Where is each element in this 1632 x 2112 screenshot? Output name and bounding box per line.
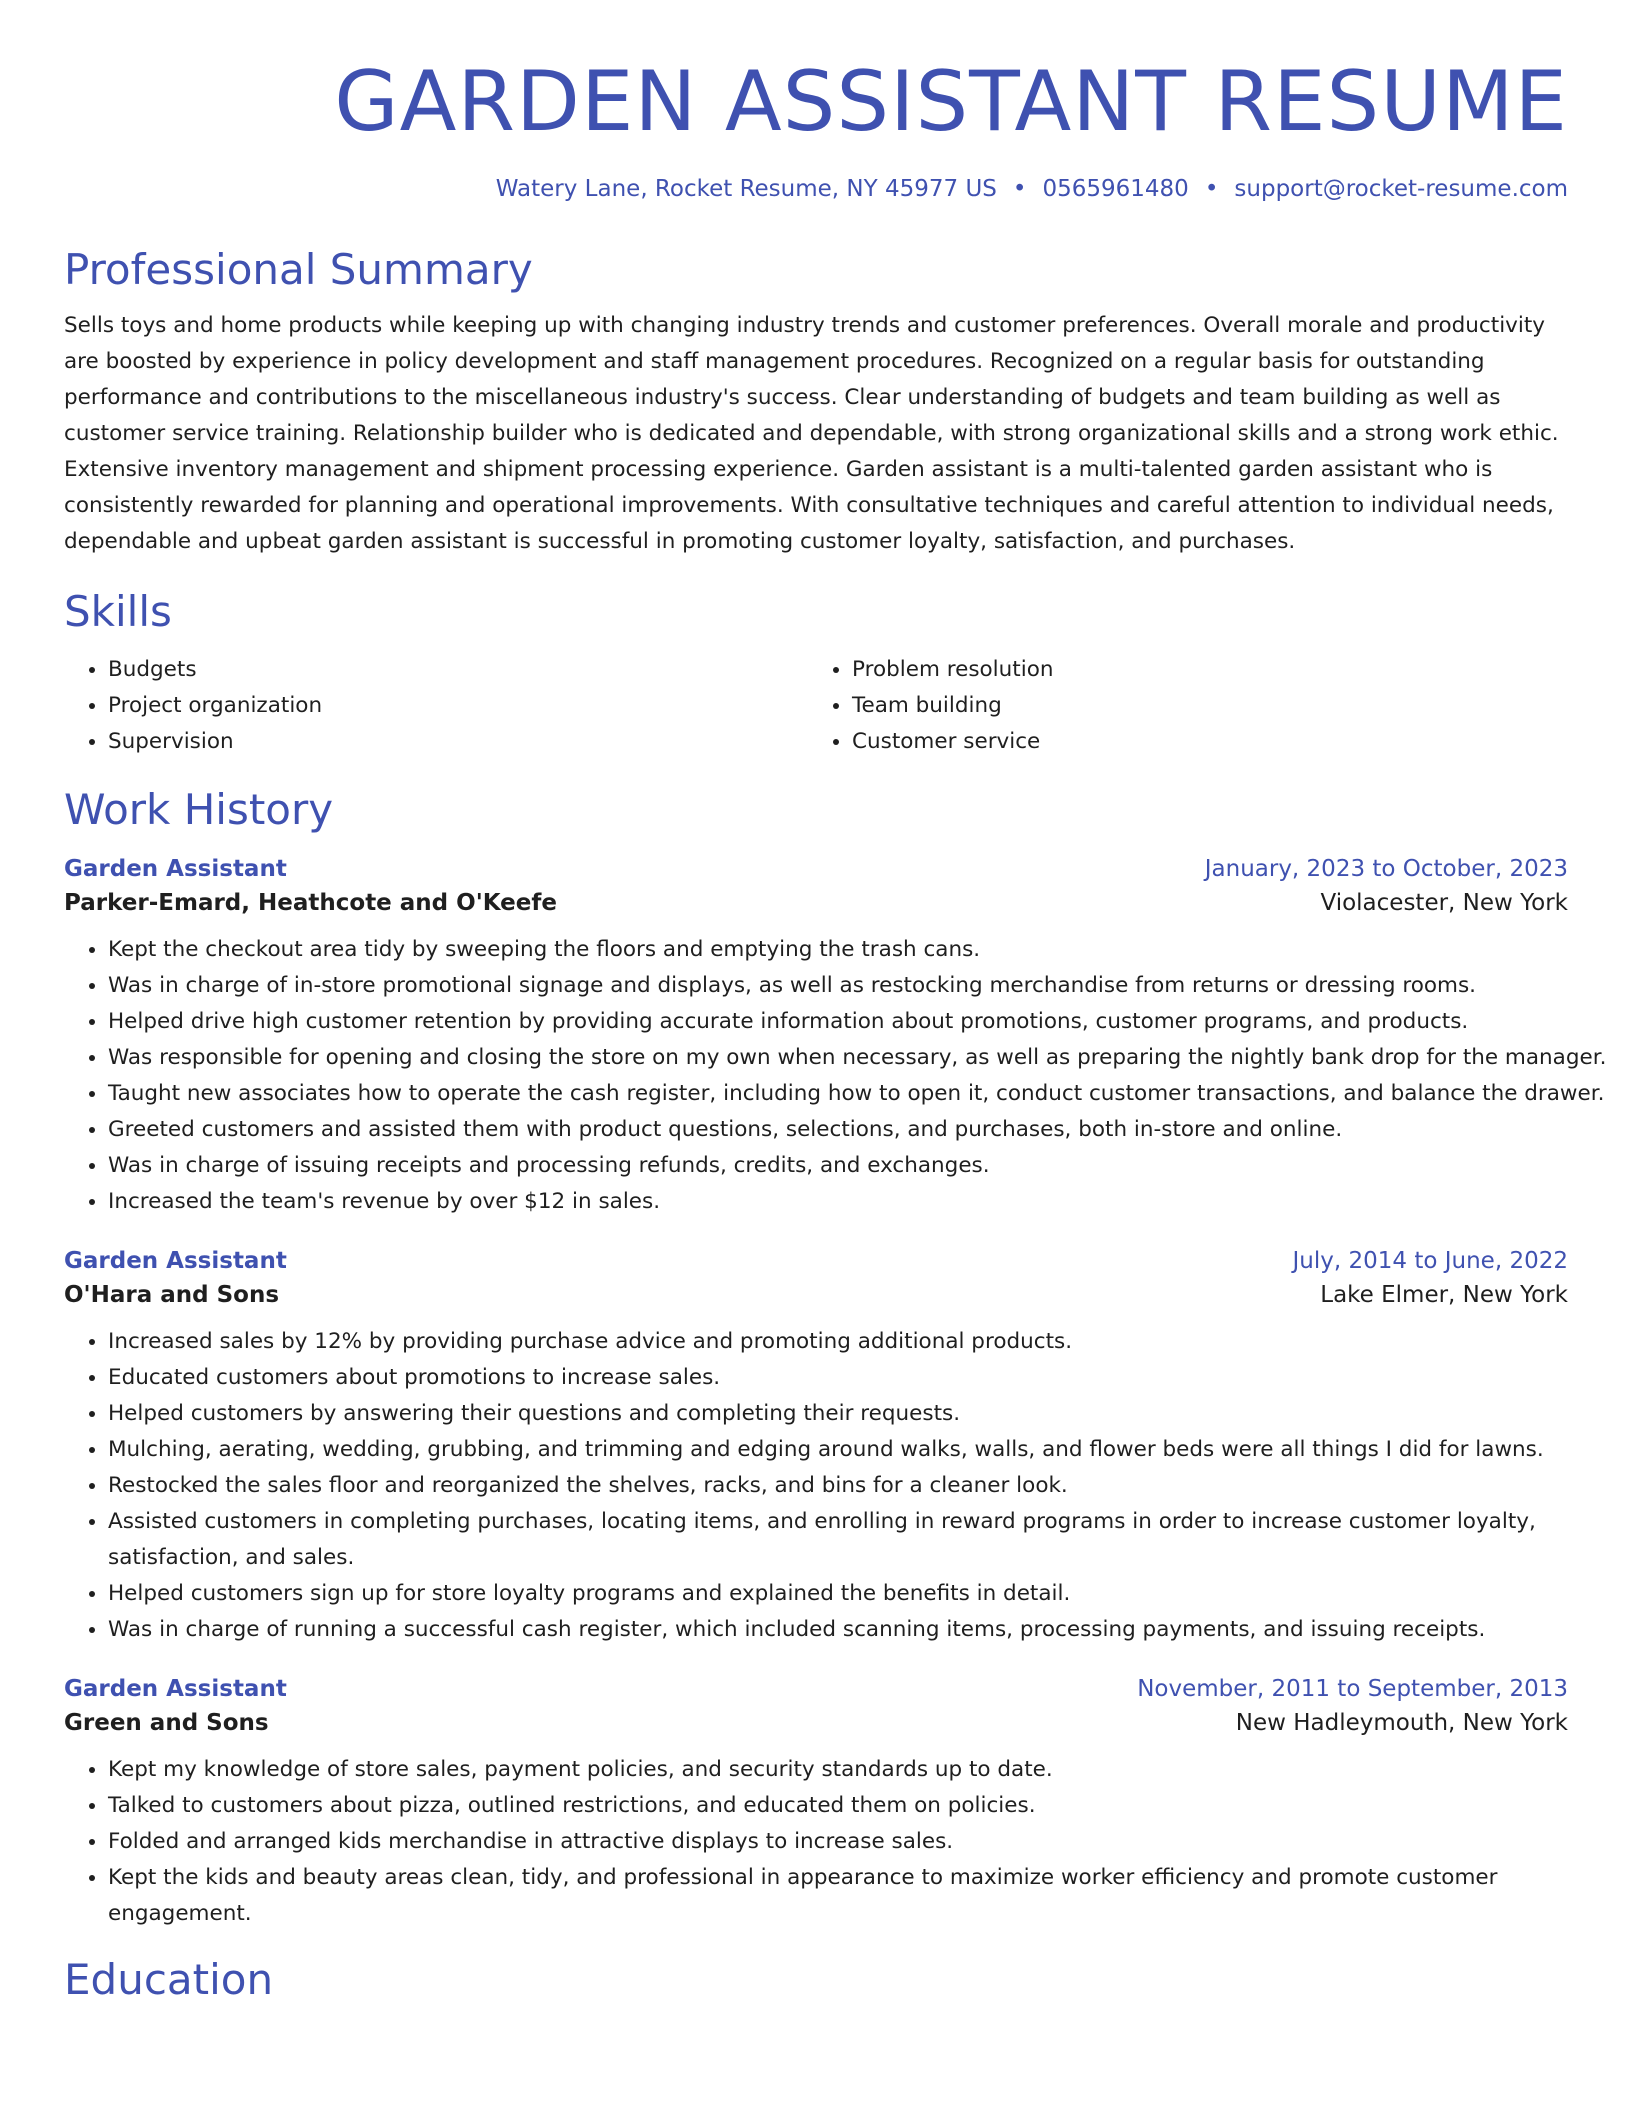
- job-bullet: • Kept the kids and beauty areas clean, tidy, and professional in appearance to maximize worker efficiency and promote customer engagement.: [108, 1860, 1628, 1932]
- job-bullet: • Kept my knowledge of store sales, payment policies, and security standards up to date.: [108, 1752, 1628, 1788]
- job-header: [64, 1676, 1568, 1702]
- job-title: Garden Assistant: [64, 856, 287, 882]
- resume-title: GARDEN ASSISTANT RESUME: [334, 53, 1568, 150]
- job-title: Garden Assistant: [64, 1676, 287, 1702]
- skill-item: • Project organization: [108, 688, 808, 724]
- job-bullet: • Kept the checkout area tidy by sweeping the floors and emptying the trash cans.: [108, 932, 1628, 968]
- skill-item: • Customer service: [852, 724, 1552, 760]
- job-title: Garden Assistant: [64, 1248, 287, 1274]
- summary-heading: Professional Summary: [64, 245, 533, 294]
- job-company: O'Hara and Sons: [64, 1282, 280, 1308]
- job-bullet: • Talked to customers about pizza, outlined restrictions, and educated them on policies.: [108, 1788, 1628, 1824]
- job-bullet: • Mulching, aerating, wedding, grubbing, and trimming and edging around walks, walls, and flower beds were all things I did for lawns.: [108, 1432, 1628, 1468]
- job-header: [64, 856, 1568, 882]
- skills-heading: Skills: [64, 587, 172, 636]
- skill-item: • Team building: [852, 688, 1552, 724]
- job-bullets: [64, 1324, 1628, 1648]
- education-heading: Education: [64, 1955, 274, 2004]
- job-bullet: • Increased sales by 12% by providing purchase advice and promoting additional products.: [108, 1324, 1628, 1360]
- job-company: Green and Sons: [64, 1710, 269, 1736]
- job-bullet: • Increased the team's revenue by over $12 in sales.: [108, 1184, 1628, 1220]
- job-bullet: • Folded and arranged kids merchandise in attractive displays to increase sales.: [108, 1824, 1628, 1860]
- job-entry: [64, 856, 1607, 1220]
- job-location: Violacester, New York: [1320, 890, 1568, 916]
- skills-column-right: [808, 652, 1552, 760]
- contact-address: Watery Lane, Rocket Resume, NY 45977 US: [495, 176, 997, 202]
- job-dates: January, 2023 to October, 2023: [1204, 856, 1568, 882]
- job-bullet: • Helped drive high customer retention by providing accurate information about promotions, customer programs, and products.: [108, 1004, 1628, 1040]
- contact-separator: •: [1012, 176, 1027, 202]
- work-history-heading: Work History: [64, 785, 334, 834]
- job-bullet: • Greeted customers and assisted them with product questions, selections, and purchases, both in-store and online.: [108, 1112, 1628, 1148]
- job-dates: July, 2014 to June, 2022: [1292, 1248, 1568, 1274]
- job-bullet: • Was in charge of in-store promotional signage and displays, as well as restocking merchandise from returns or dressing rooms.: [108, 968, 1628, 1004]
- skills-list: [64, 652, 1568, 760]
- job-bullet: • Was in charge of running a successful cash register, which included scanning items, processing payments, and issuing receipts.: [108, 1612, 1628, 1648]
- job-entry: [64, 1676, 1568, 1932]
- contact-separator: •: [1204, 176, 1219, 202]
- job-location: New Hadleymouth, New York: [1235, 1710, 1568, 1736]
- job-bullet: • Helped customers sign up for store loyalty programs and explained the benefits in detail.: [108, 1576, 1628, 1612]
- job-bullet: • Restocked the sales floor and reorganized the shelves, racks, and bins for a cleaner look.: [108, 1468, 1628, 1504]
- job-subheader: [64, 890, 1568, 916]
- job-bullet: • Assisted customers in completing purchases, locating items, and enrolling in reward programs in order to increase customer loyalty, satisfaction, and sales.: [108, 1504, 1628, 1576]
- job-entry: [64, 1248, 1568, 1648]
- job-dates: November, 2011 to September, 2013: [1137, 1676, 1568, 1702]
- skill-item: • Budgets: [108, 652, 808, 688]
- contact-line: [64, 176, 1568, 202]
- contact-phone: 0565961480: [1042, 176, 1189, 202]
- job-bullets: [64, 932, 1628, 1220]
- job-bullet: • Was in charge of issuing receipts and processing refunds, credits, and exchanges.: [108, 1148, 1628, 1184]
- job-header: [64, 1248, 1568, 1274]
- skills-column-left: [64, 652, 808, 760]
- skill-item: • Problem resolution: [852, 652, 1552, 688]
- job-subheader: [64, 1282, 1568, 1308]
- job-bullet: • Educated customers about promotions to increase sales.: [108, 1360, 1628, 1396]
- contact-email[interactable]: support@rocket-resume.com: [1234, 176, 1568, 202]
- job-bullet: • Taught new associates how to operate the cash register, including how to open it, conduct customer transactions, and balance the drawer.: [108, 1076, 1628, 1112]
- skill-item: • Supervision: [108, 724, 808, 760]
- job-subheader: [64, 1710, 1568, 1736]
- job-company: Parker-Emard, Heathcote and O'Keefe: [64, 890, 557, 916]
- job-bullet: • Was responsible for opening and closing the store on my own when necessary, as well as preparing the nightly bank drop for the manager.: [108, 1040, 1628, 1076]
- job-bullets: [64, 1752, 1628, 1932]
- summary-text: Sells toys and home products while keeping up with changing industry trends and customer preferences. Overall morale and productivity are boosted by experience in policy development and staff management procedures. Recognized on a regular basis for outstanding performance and contributions to the miscellaneous industry's success. Clear understanding of budgets and team building as well as customer service training. Relationship builder who is dedicated and dependable, with strong organizational skills and a strong work ethic. Extensive inventory management and shipment processing experience. Garden assistant is a multi-talented garden assistant who is consistently rewarded for planning and operational improvements. With consultative techniques and careful attention to individual needs, dependable and upbeat garden assistant is successful in promoting customer loyalty, satisfaction, and purchases.: [64, 313, 1559, 554]
- job-location: Lake Elmer, New York: [1320, 1282, 1568, 1308]
- job-bullet: • Helped customers by answering their questions and completing their requests.: [108, 1396, 1628, 1432]
